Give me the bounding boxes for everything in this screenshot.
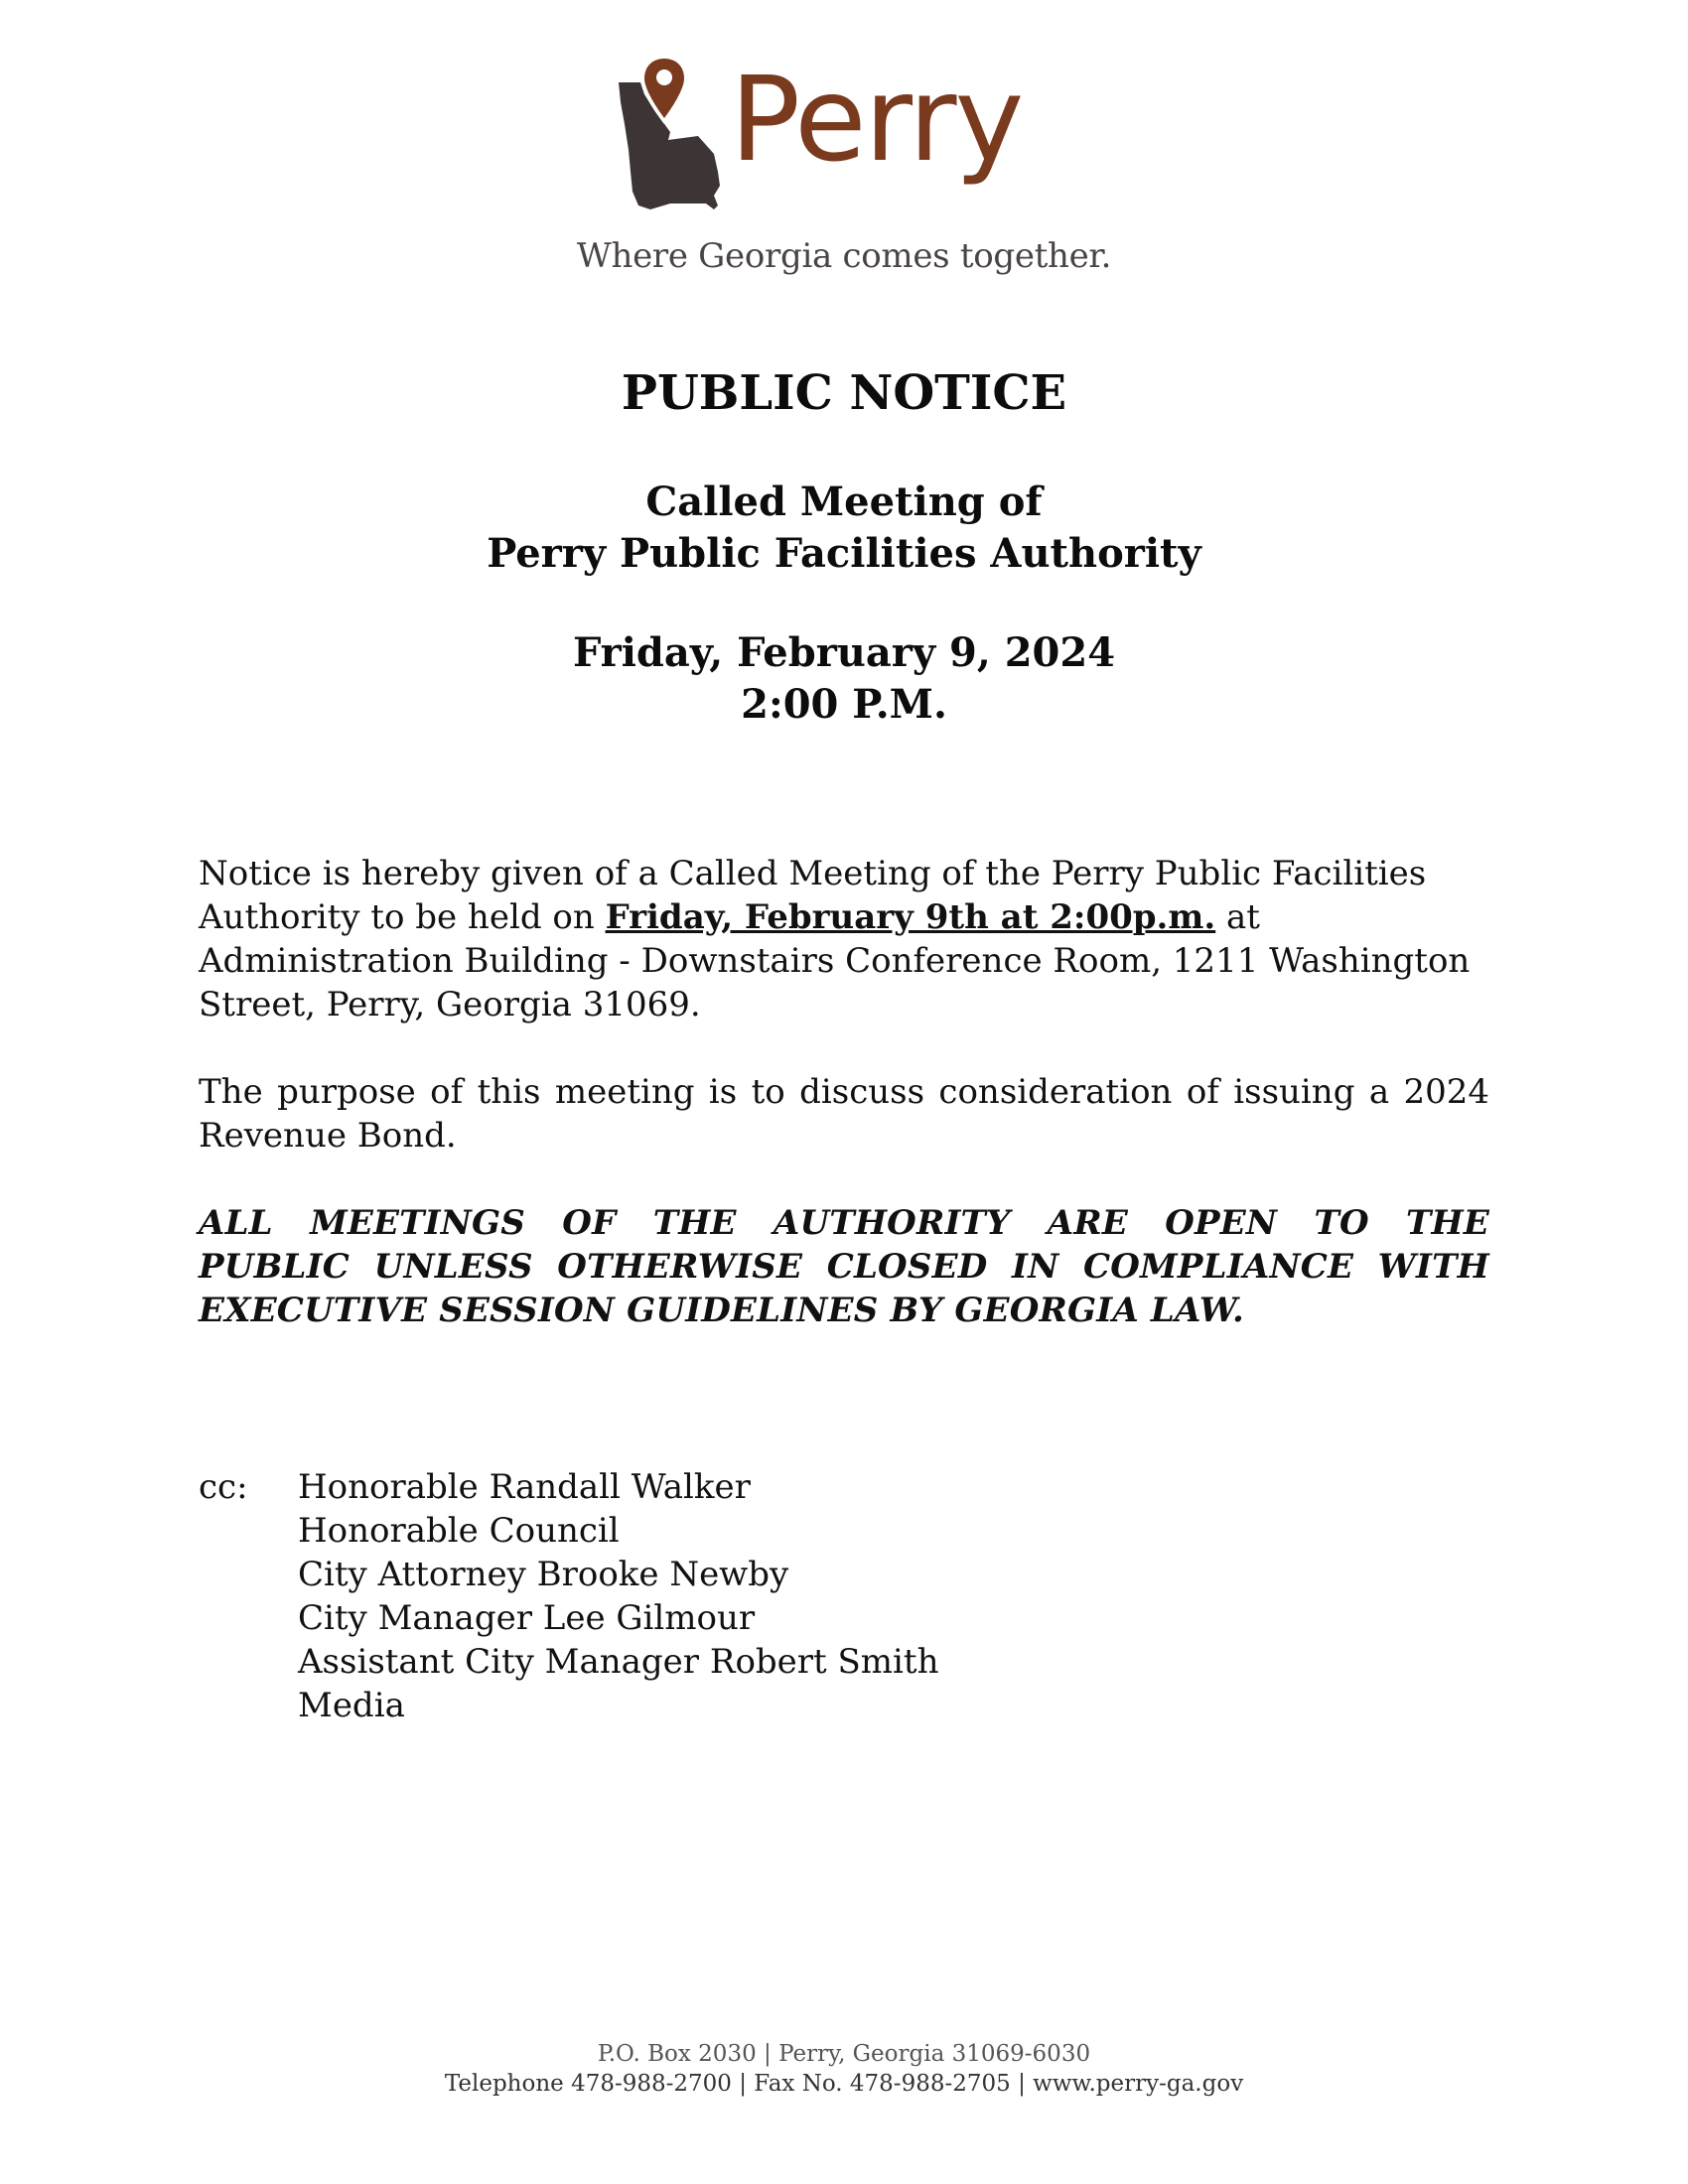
cc-list <box>298 1465 1192 1727</box>
open-meetings-statement <box>199 1201 1489 1332</box>
notice-paragraph <box>199 852 1489 1026</box>
open-meetings-line-1: ALL MEETINGS OF THE AUTHORITY ARE OPEN TO THE <box>199 1203 1489 1243</box>
city-logo <box>611 51 1077 233</box>
cc-recipient: City Manager Lee Gilmour <box>298 1598 756 1638</box>
open-meetings-line-3: EXECUTIVE SESSION GUIDELINES BY GEORGIA LAW. <box>199 1291 1245 1330</box>
footer-contact: Telephone 478-988-2700 | Fax No. 478-988-2705 | www.perry-ga.gov <box>444 2071 1244 2097</box>
meeting-title-line-1: Called Meeting of <box>645 478 1043 525</box>
cc-recipient: Honorable Council <box>298 1511 620 1551</box>
cc-recipient: Assistant City Manager Robert Smith <box>298 1642 939 1682</box>
georgia-map-pin-icon <box>611 55 740 223</box>
meeting-datetime <box>0 627 1688 731</box>
cc-label: cc: <box>199 1467 248 1507</box>
notice-text-location: at Administration Building - Downstairs Conference Room, 1211 Washington Street, Perry, Georgia 31069. <box>199 897 1471 1024</box>
meeting-title-line-2: Perry Public Facilities Authority <box>487 530 1201 577</box>
logo-wordmark: Perry <box>730 51 1023 188</box>
cc-recipient: Media <box>298 1686 405 1725</box>
meeting-time: 2:00 P.M. <box>741 681 947 728</box>
notice-text-intro: Notice is hereby given of a Called Meeting of the Perry Public Facilities Authority to be held on <box>199 854 1427 937</box>
notice-emphasis-date: Friday, February 9th at 2:00p.m. <box>605 897 1216 937</box>
cc-recipient: City Attorney Brooke Newby <box>298 1555 789 1594</box>
open-meetings-line-2: PUBLIC UNLESS OTHERWISE CLOSED IN COMPLIANCE WITH <box>199 1247 1489 1287</box>
cc-recipient: Honorable Randall Walker <box>298 1467 751 1507</box>
city-tagline: Where Georgia comes together. <box>576 236 1112 276</box>
meeting-title <box>0 477 1688 580</box>
notice-title: PUBLIC NOTICE <box>621 365 1067 421</box>
purpose-paragraph: The purpose of this meeting is to discuss consideration of issuing a 2024 Revenue Bond. <box>199 1072 1489 1156</box>
meeting-date: Friday, February 9, 2024 <box>572 629 1116 676</box>
footer-address: P.O. Box 2030 | Perry, Georgia 31069-6030 <box>597 2041 1091 2067</box>
